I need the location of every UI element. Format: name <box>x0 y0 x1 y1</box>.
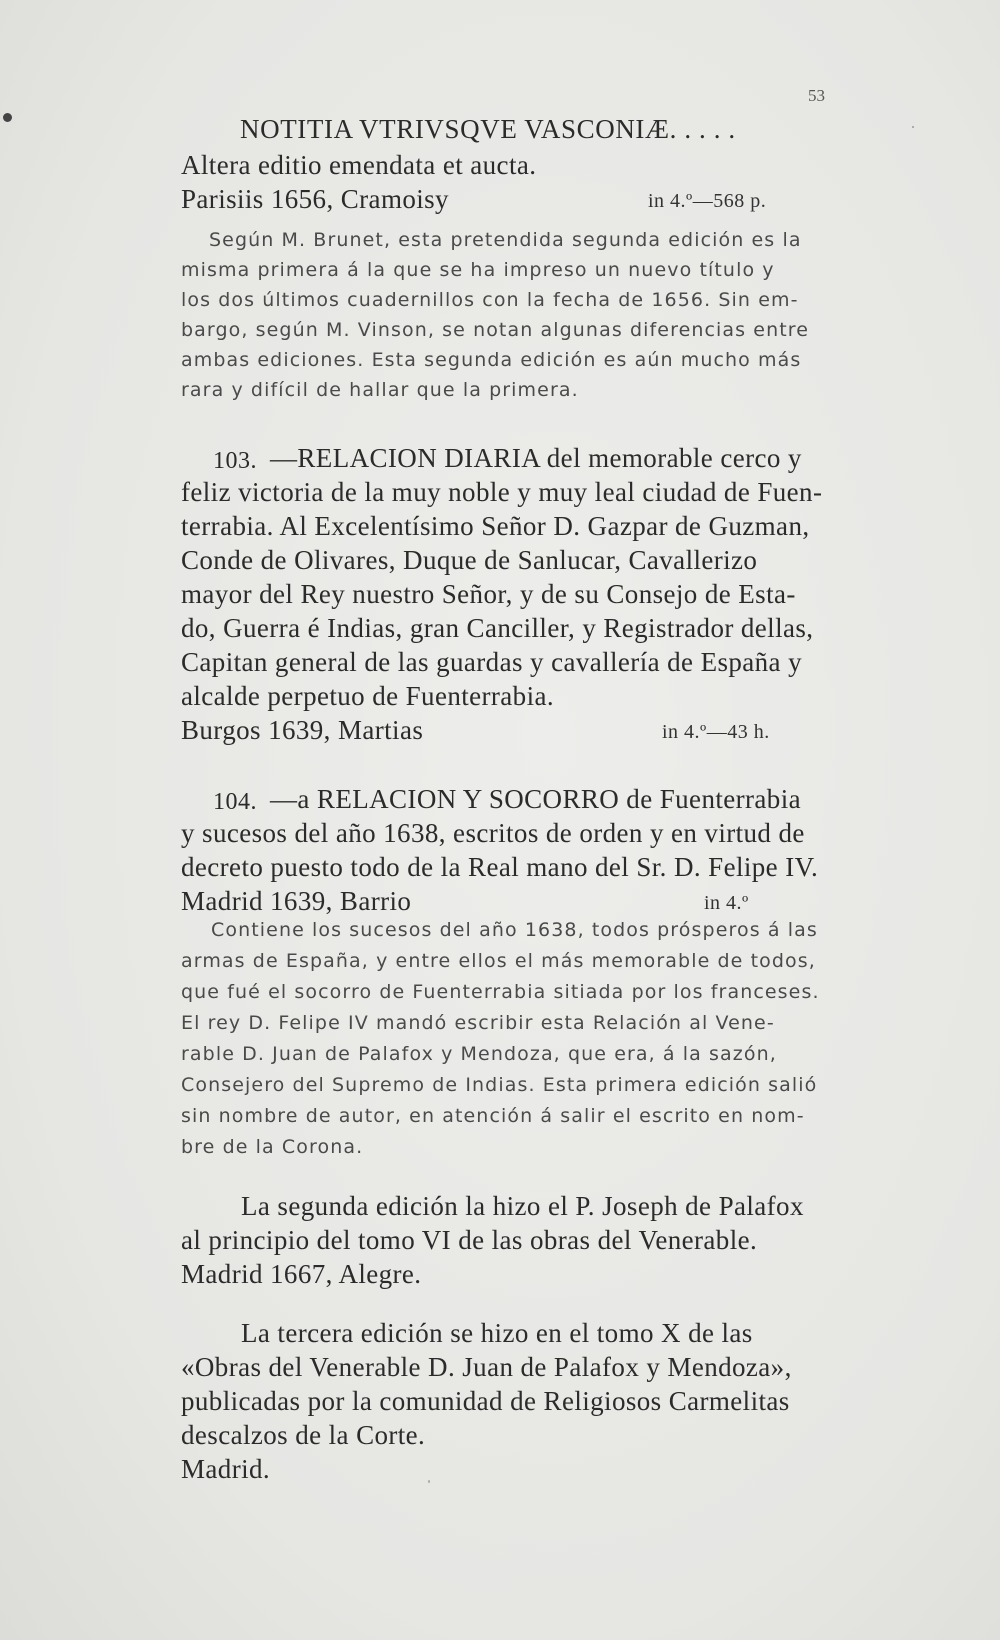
format-104: in 4.º <box>704 892 749 914</box>
note-102-line-3: los dos últimos cuadernillos con la fecha de 1656. Sin em- <box>181 289 799 311</box>
entry-103-line-5: mayor del Rey nuestro Señor, y de su Consejo de Esta- <box>181 579 796 609</box>
note-104-line-6: Consejero del Supremo de Indias. Esta primera edición salió <box>181 1074 818 1096</box>
note-102-line-2: misma primera á la que se ha impreso un nuevo título y <box>181 259 775 281</box>
imprint-102: Parisiis 1656, Cramoisy <box>181 184 449 214</box>
second-edition-line-2: al principio del tomo VI de las obras del Venerable. <box>181 1225 758 1255</box>
entry-103-line-1: —RELACION DIARIA del memorable cerco y <box>270 443 802 473</box>
note-102-line-1: Según M. Brunet, esta pretendida segunda edición es la <box>209 229 802 251</box>
note-104-line-3: que fué el socorro de Fuenterrabia sitiada por los franceses. <box>181 981 820 1003</box>
entry-103-line-6: do, Guerra é Indias, gran Canciller, y Registrador dellas, <box>181 613 814 643</box>
entry-104-line-2: y sucesos del año 1638, escritos de orden y en virtud de <box>181 818 805 848</box>
note-102-line-5: ambas ediciones. Esta segunda edición es aún mucho más <box>181 349 802 371</box>
third-edition-line-2: «Obras del Venerable D. Juan de Palafox y Mendoza», <box>181 1352 792 1382</box>
scan-speck <box>428 1480 430 1483</box>
note-104-line-5: rable D. Juan de Palafox y Mendoza, que era, á la sazón, <box>181 1043 777 1065</box>
entry-103-line-3: terrabia. Al Excelentísimo Señor D. Gazpar de Guzman, <box>181 511 810 541</box>
entry-number-103: 103. <box>213 448 257 474</box>
third-edition-line-3: publicadas por la comunidad de Religiosos Carmelitas <box>181 1386 790 1416</box>
second-edition-line-1: La segunda edición la hizo el P. Joseph de Palafox <box>241 1191 804 1221</box>
format-102: in 4.º—568 p. <box>648 190 767 212</box>
imprint-104: Madrid 1639, Barrio <box>181 886 412 916</box>
note-102-line-6: rara y difícil de hallar que la primera. <box>181 379 579 401</box>
third-edition-line-4: descalzos de la Corte. <box>181 1420 426 1450</box>
entry-103-line-7: Capitan general de las guardas y cavallería de España y <box>181 647 802 677</box>
note-104-line-1: Contiene los sucesos del año 1638, todos prósperos á las <box>211 919 818 941</box>
entry-number-104: 104. <box>213 789 257 815</box>
entry-103-line-8: alcalde perpetuo de Fuenterrabia. <box>181 681 555 711</box>
entry-104-line-3: decreto puesto todo de la Real mano del Sr. D. Felipe IV. <box>181 852 819 882</box>
note-104-line-4: El rey D. Felipe IV mandó escribir esta Relación al Vene- <box>181 1012 775 1034</box>
note-102-line-4: bargo, según M. Vinson, se notan algunas diferencias entre <box>181 319 810 341</box>
note-104-line-7: sin nombre de autor, en atención á salir el escrito en nom- <box>181 1105 805 1127</box>
third-edition-line-5: Madrid. <box>181 1454 271 1484</box>
imprint-103: Burgos 1639, Martias <box>181 715 424 745</box>
scan-speck <box>912 126 914 128</box>
book-subtitle: Altera editio emendata et aucta. <box>181 150 537 180</box>
page-number: 53 <box>808 86 825 105</box>
second-edition-line-3: Madrid 1667, Alegre. <box>181 1259 422 1289</box>
note-104-line-8: bre de la Corona. <box>181 1136 364 1158</box>
book-title: NOTITIA VTRIVSQVE VASCONIÆ. . . . . <box>240 114 736 144</box>
entry-103-line-4: Conde de Olivares, Duque de Sanlucar, Cavallerizo <box>181 545 758 575</box>
third-edition-line-1: La tercera edición se hizo en el tomo X de las <box>241 1318 753 1348</box>
scan-speck <box>3 113 12 122</box>
entry-104-line-1: —a RELACION Y SOCORRO de Fuenterrabia <box>270 784 801 814</box>
note-104-line-2: armas de España, y entre ellos el más memorable de todos, <box>181 950 816 972</box>
format-103: in 4.º—43 h. <box>662 721 770 743</box>
entry-103-line-2: feliz victoria de la muy noble y muy leal ciudad de Fuen- <box>181 477 823 507</box>
